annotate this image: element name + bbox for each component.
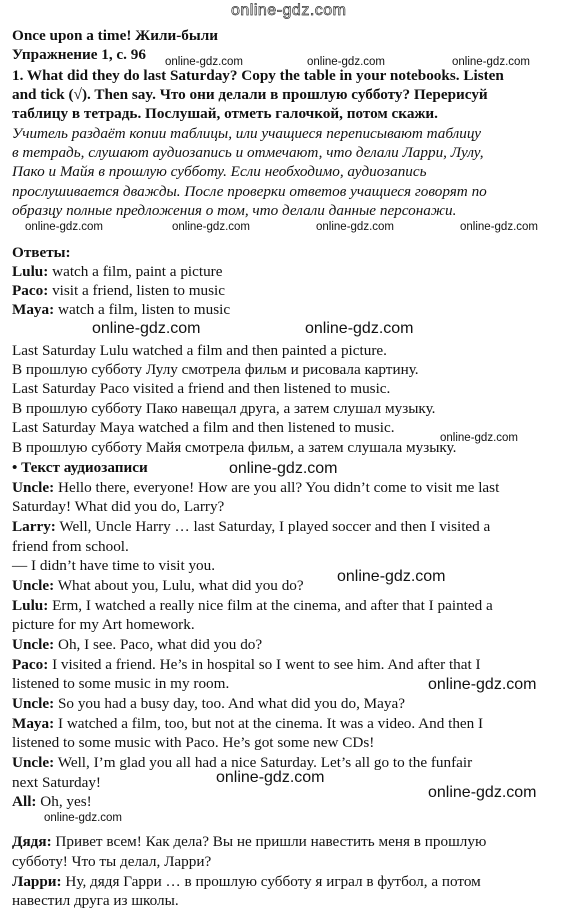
dialogue-text: What about you, Lulu, what did you do? [54,577,304,594]
dialogue-line [12,635,262,654]
dialogue-line [12,694,405,713]
sentence: Last Saturday Maya watched a film and then listened to music. [12,419,395,436]
watermark: online-gdz.com [440,432,518,444]
dialogue-line [12,655,481,674]
teacher-note-line: Пако и Майя в прошлую субботу. Если необходимо, аудиозапись [12,163,427,180]
dialogue-line [12,576,304,595]
dialogue-text: next Saturday! [12,774,101,791]
speaker: Lulu: [12,597,49,614]
answer-text: watch a film, listen to music [54,301,231,318]
dialogue-text: listened to some music with Paco. He’s got some new CDs! [12,734,375,751]
task-line: and tick (√). Then say. Что они делали в прошлую субботу? Перерисуй [12,86,488,103]
teacher-note-line: прослушивается дважды. После проверки ответов учащиеся говорят по [12,183,487,200]
watermark: online-gdz.com [231,2,347,19]
dialogue-text: picture for my Art homework. [12,616,195,633]
speaker: Uncle: [12,695,55,712]
answer-name: Maya: [12,301,55,318]
task-line: таблицу в тетрадь. Послушай, отметь галочкой, потом скажи. [12,105,438,122]
dialogue-line [12,497,224,516]
watermark: online-gdz.com [44,812,122,824]
task-line: 1. What did they do last Saturday? Copy the table in your notebooks. Listen [12,67,504,84]
dialogue-line [12,792,92,811]
answer-name: Lulu: [12,263,49,280]
watermark: online-gdz.com [216,769,325,786]
answer-row [12,300,230,319]
watermark: online-gdz.com [337,568,446,585]
sentence: В прошлую субботу Пако навещал друга, а затем слушал музыку. [12,400,436,417]
dialogue-line [12,733,374,752]
answer-row [12,281,225,300]
speaker: Larry: [12,518,56,535]
audio-heading: • Текст аудиозаписи [12,459,148,476]
translation-text: Ну, дядя Гарри … в прошлую субботу я играл в футбол, а потом [61,873,481,890]
translation-text: субботу! Что ты делал, Ларри? [12,853,212,870]
answer-row [12,262,222,281]
dialogue-line [12,753,472,772]
speaker: Uncle: [12,754,55,771]
watermark: online-gdz.com [229,460,338,477]
sentence: В прошлую субботу Майя смотрела фильм, а затем слушала музыку. [12,439,457,456]
dialogue-text: friend from school. [12,538,129,555]
speaker: Maya: [12,715,55,732]
dialogue-line [12,537,129,556]
watermark: online-gdz.com [428,676,537,693]
answer-text: visit a friend, listen to music [48,282,226,299]
watermark: online-gdz.com [92,320,201,337]
dialogue-text: Well, Uncle Harry … last Saturday, I played soccer and then I visited a [55,518,491,535]
watermark: online-gdz.com [172,221,250,233]
dialogue-line [12,478,499,497]
sentence: В прошлую субботу Лулу смотрела фильм и рисовала картину. [12,361,419,378]
dialogue-line [12,714,483,733]
page-title: Once upon a time! Жили-были [12,27,219,44]
answer-text: watch a film, paint a picture [48,263,223,280]
translation-line [12,872,481,891]
watermark: online-gdz.com [452,56,530,68]
watermark: online-gdz.com [428,784,537,801]
exercise-number: Упражнение 1, с. 96 [12,46,146,63]
speaker: Uncle: [12,636,55,653]
teacher-note-line: в тетрадь, слушают аудиозапись и отмечают, что делали Ларри, Лулу, [12,144,484,161]
dialogue-line [12,556,215,575]
sentence: Last Saturday Lulu watched a film and then painted a picture. [12,342,387,359]
translation-line [12,852,211,871]
dialogue-line [12,615,195,634]
dialogue-text: I visited a friend. He’s in hospital so I went to see him. And after that I [48,656,481,673]
dialogue-line [12,773,101,792]
dialogue-text: — I didn’t have time to visit you. [12,557,216,574]
speaker: All: [12,793,37,810]
dialogue-text: I watched a film, too, but not at the cinema. It was a video. And then I [54,715,484,732]
teacher-note-line: образцу полные предложения о том, что делали данные персонажи. [12,202,457,219]
answers-heading: Ответы: [12,244,71,261]
dialogue-text: Erm, I watched a really nice film at the cinema, and after that I painted a [48,597,493,614]
dialogue-text: listened to some music in my room. [12,675,230,692]
watermark: online-gdz.com [316,221,394,233]
dialogue-text: Oh, I see. Paco, what did you do? [54,636,263,653]
sentence: Last Saturday Paco visited a friend and then listened to music. [12,380,391,397]
translation-text: навестил друга из школы. [12,892,179,909]
speaker: Paco: [12,656,49,673]
watermark: online-gdz.com [25,221,103,233]
dialogue-text: Oh, yes! [36,793,92,810]
translation-line [12,891,179,910]
watermark: online-gdz.com [305,320,414,337]
speaker: Ларри: [12,873,62,890]
dialogue-line [12,517,490,536]
teacher-note-line: Учитель раздаёт копии таблицы, или учащиеся переписывают таблицу [12,125,481,142]
dialogue-text: Well, I’m glad you all had a nice Saturday. Let’s all go to the funfair [54,754,473,771]
watermark: online-gdz.com [165,56,243,68]
translation-line [12,832,486,851]
dialogue-text: Hello there, everyone! How are you all? You didn’t come to visit me last [54,479,500,496]
speaker: Дядя: [12,833,52,850]
translation-text: Привет всем! Как дела? Вы не пришли навестить меня в прошлую [51,833,487,850]
speaker: Uncle: [12,479,55,496]
answer-name: Paco: [12,282,49,299]
dialogue-text: Saturday! What did you do, Larry? [12,498,225,515]
watermark: online-gdz.com [460,221,538,233]
speaker: Uncle: [12,577,55,594]
watermark: online-gdz.com [307,56,385,68]
dialogue-line [12,596,493,615]
dialogue-text: So you had a busy day, too. And what did you do, Maya? [54,695,406,712]
dialogue-line [12,674,229,693]
